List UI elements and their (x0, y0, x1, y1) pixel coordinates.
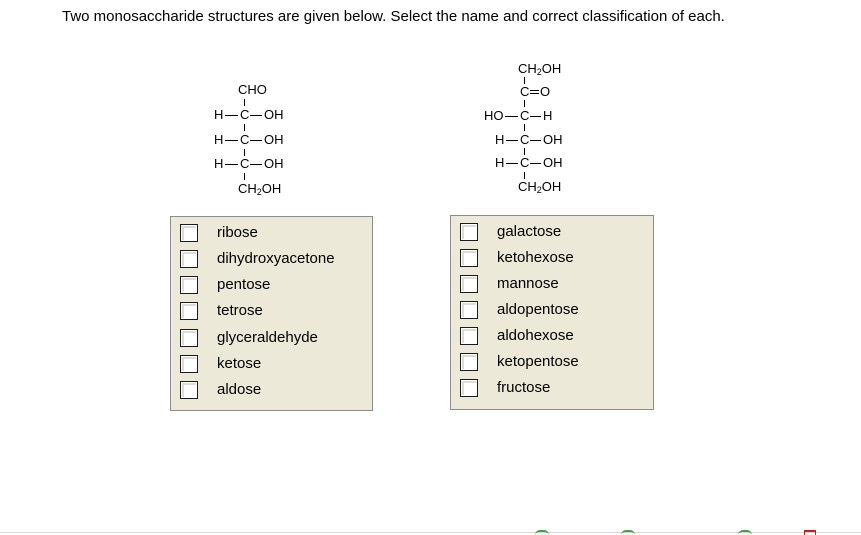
struct-left-r1-left: H (214, 107, 224, 122)
right-options-panel (450, 215, 654, 410)
right-option-checkbox[interactable] (460, 275, 478, 293)
left-option-checkbox[interactable] (180, 302, 198, 320)
right-option-fructose[interactable] (451, 377, 653, 401)
right-option-label: fructose (497, 379, 551, 396)
struct-left-bottom: $CH_2OH$ (238, 181, 282, 197)
struct-left-r2-center: C (240, 132, 250, 147)
left-option-label: glyceraldehyde (217, 329, 318, 346)
left-option-checkbox[interactable] (180, 381, 198, 399)
struct-right-r3-center: C (520, 155, 530, 170)
right-option-label: aldohexose (497, 327, 574, 344)
struct-left-r1-right: OH (264, 107, 284, 122)
left-option-ketose[interactable] (171, 353, 372, 377)
right-option-checkbox[interactable] (460, 223, 478, 241)
struct-left-r1-center: C (240, 107, 250, 122)
right-option-aldohexose[interactable] (451, 325, 653, 349)
footer-red-icon (804, 530, 816, 535)
struct-left-top: CHO (238, 82, 267, 97)
footer-divider (0, 532, 861, 533)
struct-right-bottom: $CH_2OH$ (518, 179, 562, 195)
left-option-checkbox[interactable] (180, 276, 198, 294)
struct-left-r3-left: H (214, 156, 224, 171)
right-option-label: galactose (497, 223, 562, 240)
struct-left-r3-right: OH (264, 156, 284, 171)
question-text: Two monosaccharide structures are given below. Select the name and correct classification of each. (62, 8, 725, 25)
left-option-label: pentose (217, 276, 271, 293)
struct-right-r1-right: H (543, 108, 553, 123)
right-option-checkbox[interactable] (460, 327, 478, 345)
right-option-label: ketopentose (497, 353, 579, 370)
left-option-label: aldose (217, 381, 262, 398)
right-option-mannose[interactable] (451, 273, 653, 297)
left-option-tetrose[interactable] (171, 300, 372, 324)
left-option-label: ketose (217, 355, 262, 372)
struct-right-top: $CH_2OH$ (518, 61, 562, 77)
left-option-ribose[interactable] (171, 222, 372, 246)
right-option-label: aldopentose (497, 301, 579, 318)
footer-green-icon (738, 530, 752, 535)
footer-green-icon (535, 530, 549, 535)
right-option-galactose[interactable] (451, 221, 653, 245)
left-option-label: dihydroxyacetone (217, 250, 335, 267)
right-option-checkbox[interactable] (460, 301, 478, 319)
left-option-checkbox[interactable] (180, 329, 198, 347)
left-option-pentose[interactable] (171, 274, 372, 298)
struct-right-carbonyl-c: C (520, 84, 530, 99)
left-option-checkbox[interactable] (180, 250, 198, 268)
right-option-checkbox[interactable] (460, 379, 478, 397)
left-option-checkbox[interactable] (180, 355, 198, 373)
struct-right-r2-center: C (520, 132, 530, 147)
right-option-aldopentose[interactable] (451, 299, 653, 323)
struct-right-r1-left: HO (484, 108, 504, 123)
struct-left-r2-right: OH (264, 132, 284, 147)
struct-right-r1-center: C (520, 108, 530, 123)
left-option-checkbox[interactable] (180, 224, 198, 242)
struct-right-r2-right: OH (543, 132, 563, 147)
left-option-dihydroxyacetone[interactable] (171, 248, 372, 272)
struct-left-r2-left: H (214, 132, 224, 147)
right-option-label: ketohexose (497, 249, 574, 266)
left-option-label: tetrose (217, 302, 263, 319)
left-options-panel (170, 216, 373, 411)
struct-right-r2-left: H (495, 132, 505, 147)
struct-left-r3-center: C (240, 156, 250, 171)
left-option-label: ribose (217, 224, 258, 241)
right-option-label: mannose (497, 275, 559, 292)
struct-right-carbonyl-o: O (540, 84, 551, 99)
left-option-glyceraldehyde[interactable] (171, 327, 372, 351)
footer-green-icon (621, 530, 635, 535)
right-option-ketohexose[interactable] (451, 247, 653, 271)
struct-right-r3-left: H (495, 155, 505, 170)
right-option-checkbox[interactable] (460, 249, 478, 267)
right-option-ketopentose[interactable] (451, 351, 653, 375)
right-option-checkbox[interactable] (460, 353, 478, 371)
struct-right-r3-right: OH (543, 155, 563, 170)
left-option-aldose[interactable] (171, 379, 372, 403)
